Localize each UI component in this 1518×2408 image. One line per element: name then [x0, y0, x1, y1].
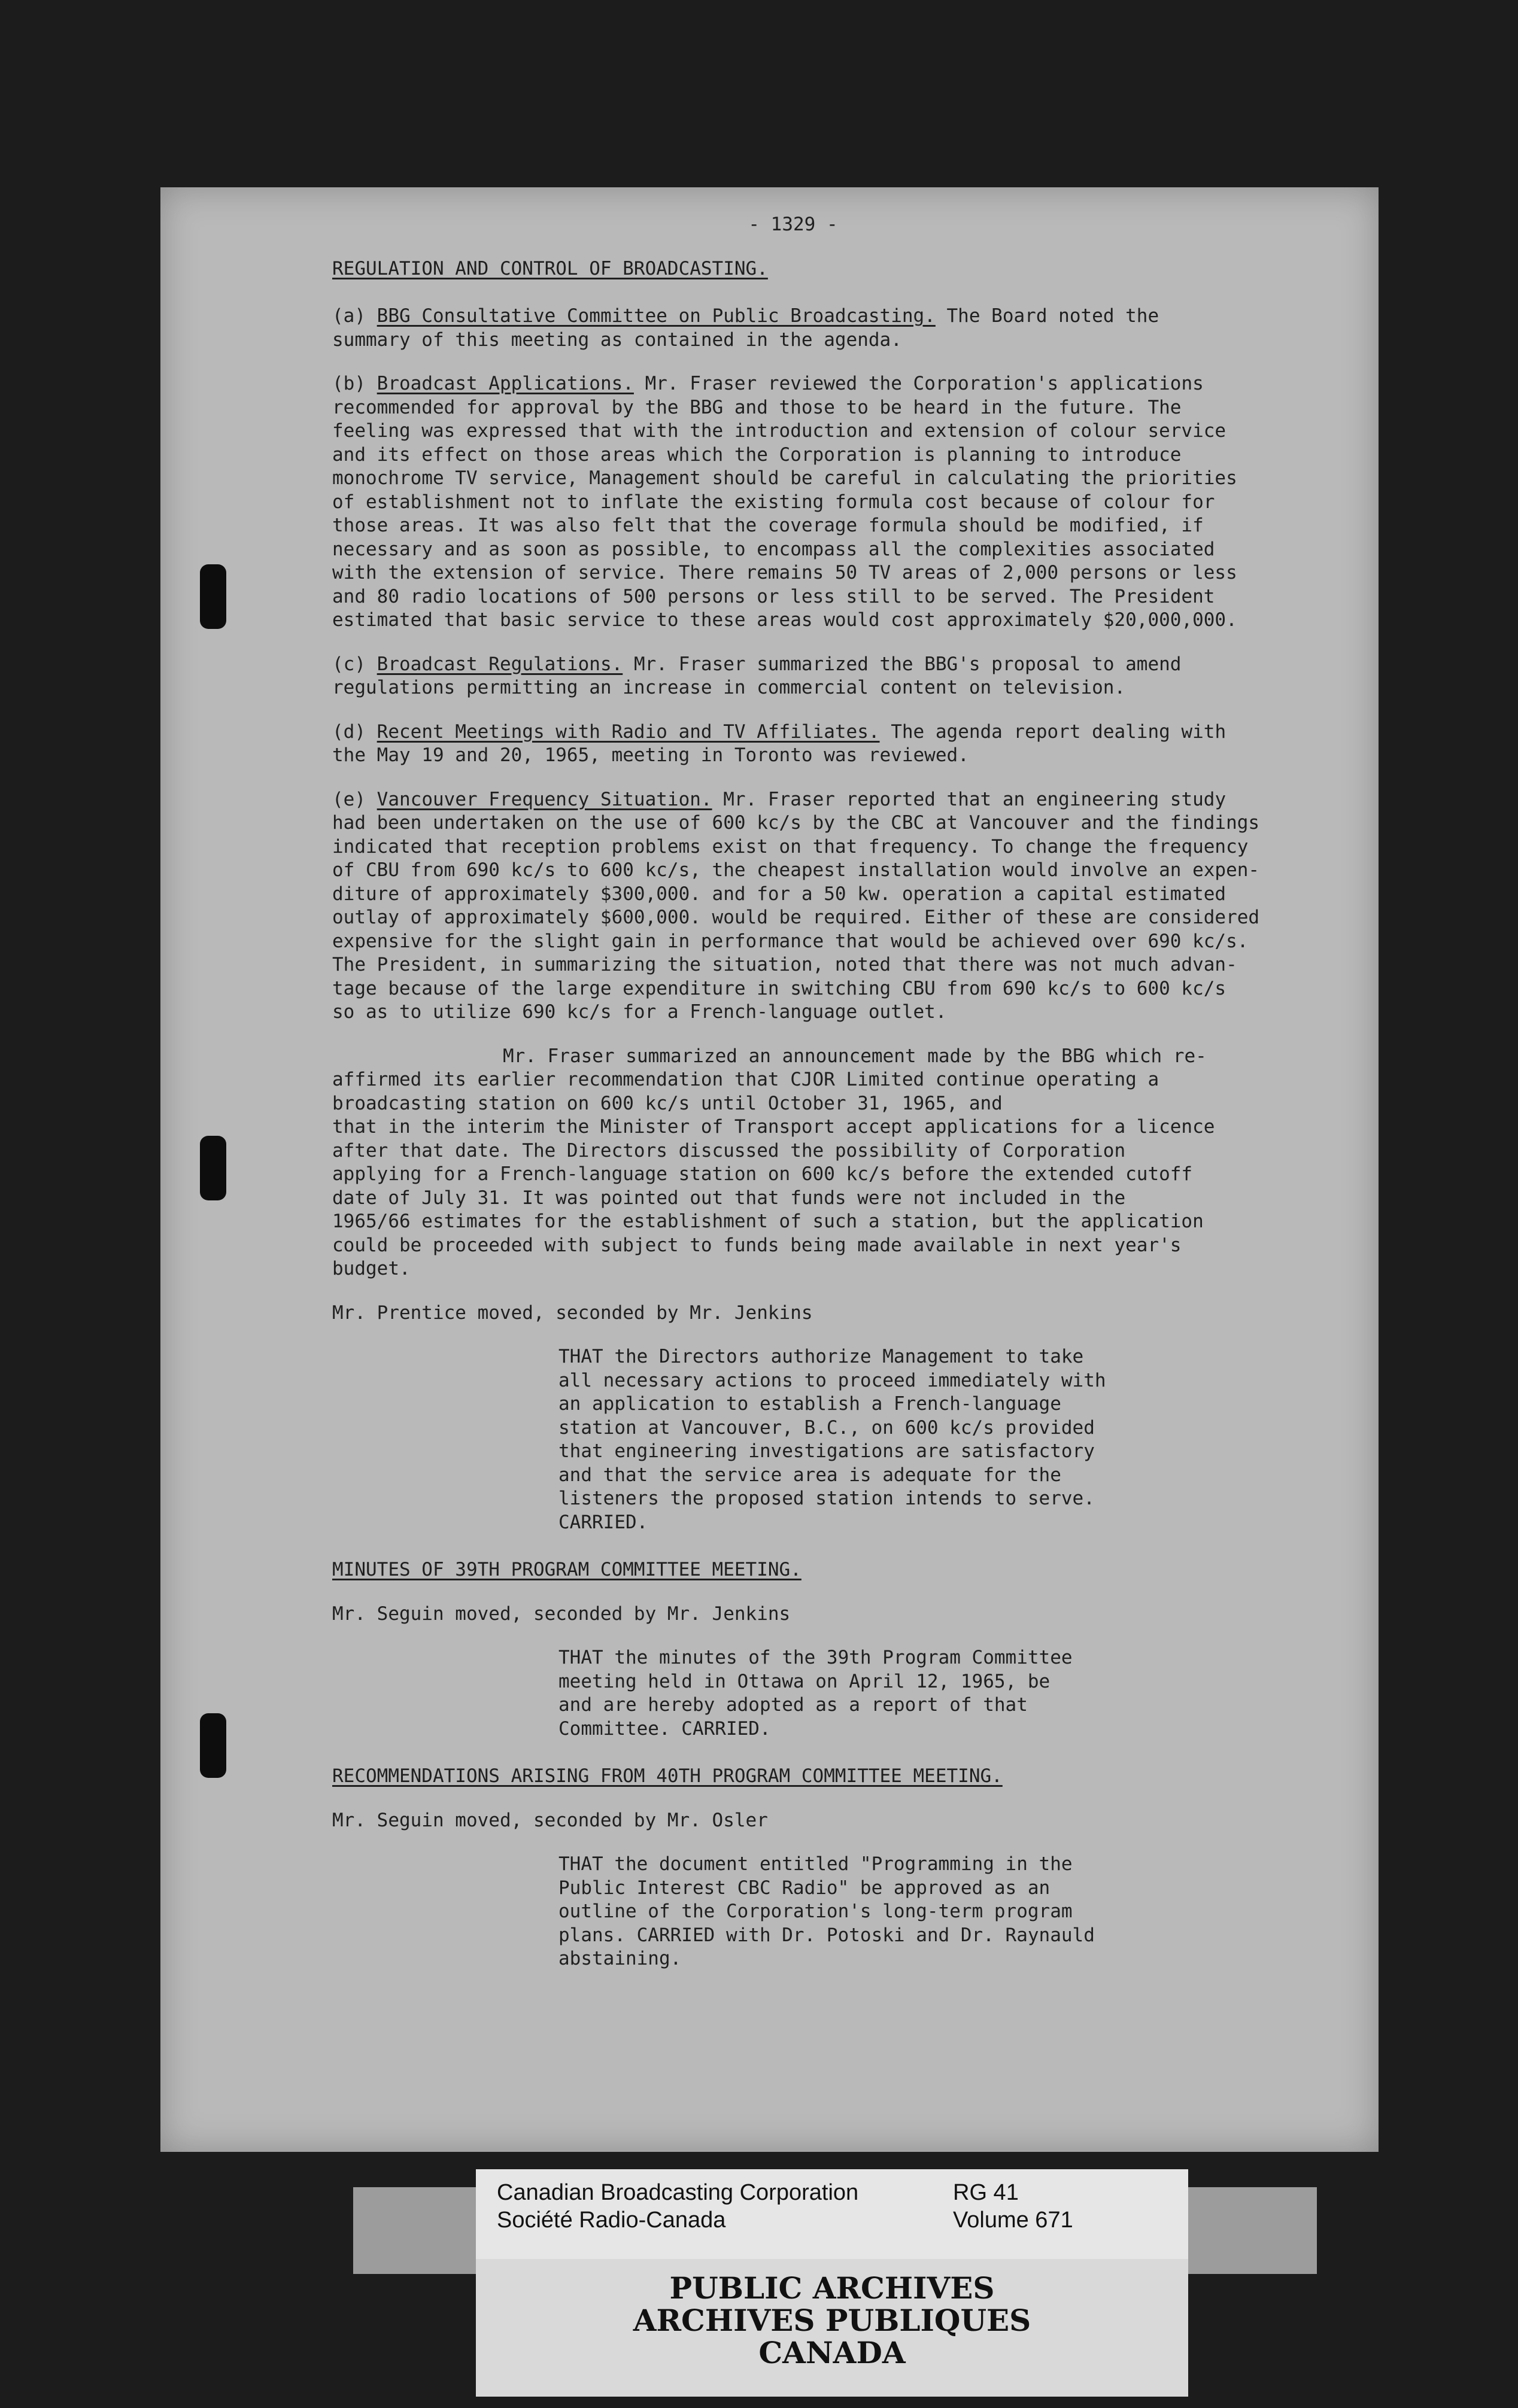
followup-line: 1965/66 estimates for the establishment of such a station, but the application — [332, 1211, 1204, 1232]
item-a-line: summary of this meeting as contained in the agenda. — [332, 329, 902, 351]
item-b-line: feeling was expressed that with the introduction and extension of colour service — [332, 420, 1226, 442]
motion-line: meeting held in Ottawa on April 12, 1965, be — [558, 1670, 1051, 1692]
item-c — [332, 653, 1350, 700]
stamp-line-3: CANADA — [758, 2335, 906, 2370]
item-c-line: Mr. Fraser summarized the BBG's proposal to amend — [623, 653, 1182, 675]
item-a-label: (a) — [332, 305, 366, 327]
item-d-line: The agenda report dealing with — [879, 720, 1226, 743]
item-d-line: the May 19 and 20, 1965, meeting in Toronto was reviewed. — [332, 744, 969, 766]
motion-mover-prentice: Mr. Prentice moved, seconded by Mr. Jenkins — [332, 1302, 813, 1324]
item-d — [332, 720, 1350, 768]
followup-line: that in the interim the Minister of Transport accept applications for a licence — [332, 1116, 1215, 1138]
motion-line: THAT the document entitled "Programming in the — [558, 1853, 1073, 1875]
public-archives-stamp — [476, 2259, 1188, 2397]
item-b-line: estimated that basic service to these areas would cost approximately $20,000,000. — [332, 609, 1237, 631]
item-e-label: (e) — [332, 788, 366, 810]
section-heading-recommendations-40: RECOMMENDATIONS ARISING FROM 40TH PROGRAM COMMITTEE MEETING. — [332, 1765, 1003, 1787]
item-b-label: (b) — [332, 373, 366, 394]
motion-recommendations-40 — [558, 1853, 1169, 1971]
item-e-line: expensive for the slight gain in performance that would be achieved over 690 kc/s. — [332, 930, 1249, 952]
document-page — [160, 187, 1379, 2152]
item-b-line: those areas. It was also felt that the coverage formula should be modified, if — [332, 515, 1204, 536]
motion-line: abstaining. — [558, 1948, 682, 1969]
item-c-title: Broadcast Regulations. — [377, 653, 623, 675]
item-c-label: (c) — [332, 653, 366, 675]
item-e-line: Mr. Fraser reported that an engineering study — [712, 788, 1226, 810]
motion-minutes-39 — [558, 1646, 1169, 1741]
item-b-line: monochrome TV service, Management should be careful in calculating the priorities — [332, 467, 1237, 489]
item-e-line: tage because of the large expenditure in switching CBU from 690 kc/s to 600 kc/s — [332, 977, 1226, 999]
stamp-line-2: ARCHIVES PUBLIQUES — [633, 2303, 1031, 2338]
followup-line: Mr. Fraser summarized an announcement made by the BBG which re- — [503, 1045, 1207, 1067]
followup-line: budget. — [332, 1258, 411, 1279]
motion-line: an application to establish a French-language — [558, 1393, 1061, 1415]
followup-line: applying for a French-language station on 600 kc/s before the extended cutoff — [332, 1163, 1193, 1185]
motion-mover-seguin-osler: Mr. Seguin moved, seconded by Mr. Osler — [332, 1809, 768, 1831]
archive-volume: Volume 671 — [953, 2208, 1073, 2233]
section-heading-minutes-39: MINUTES OF 39TH PROGRAM COMMITTEE MEETING. — [332, 1559, 801, 1580]
stamp-line-1: PUBLIC ARCHIVES — [669, 2270, 995, 2306]
item-b — [332, 372, 1350, 633]
item-a-title: BBG Consultative Committee on Public Broadcasting. — [377, 305, 936, 327]
item-b-line: and 80 radio locations of 500 persons or less still to be served. The President — [332, 585, 1215, 607]
archive-record-group: RG 41 — [953, 2180, 1019, 2205]
item-e-line: so as to utilize 690 kc/s for a French-language outlet. — [332, 1001, 947, 1023]
motion-line: Public Interest CBC Radio" be approved as an — [558, 1877, 1051, 1899]
motion-mover-seguin-jenkins: Mr. Seguin moved, seconded by Mr. Jenkins — [332, 1603, 791, 1625]
motion-line: THAT the minutes of the 39th Program Committee — [558, 1647, 1073, 1668]
motion-line: CARRIED. — [558, 1511, 648, 1533]
motion-line: that engineering investigations are satisfactory — [558, 1440, 1095, 1462]
page-number: - 1329 - — [748, 214, 838, 235]
item-a — [332, 305, 1350, 352]
item-e-title: Vancouver Frequency Situation. — [377, 788, 712, 810]
followup-line: affirmed its earlier recommendation that CJOR Limited continue operating a — [332, 1069, 1159, 1090]
motion-line: THAT the Directors authorize Management to take — [558, 1346, 1084, 1367]
binder-hole-bottom — [200, 1713, 226, 1778]
motion-vancouver — [558, 1345, 1169, 1534]
item-d-label: (d) — [332, 720, 366, 743]
binder-hole-middle — [200, 1136, 226, 1200]
motion-line: and are hereby adopted as a report of that — [558, 1694, 1028, 1716]
binder-hole-top — [200, 564, 226, 629]
followup-line: after that date. The Directors discussed the possibility of Corporation — [332, 1139, 1126, 1162]
followup-line: could be proceeded with subject to funds being made available in next year's — [332, 1234, 1182, 1256]
archive-label-card — [476, 2169, 1188, 2259]
item-e-line: of CBU from 690 kc/s to 600 kc/s, the cheapest installation would involve an expen- — [332, 859, 1260, 881]
item-b-line: necessary and as soon as possible, to encompass all the complexities associated — [332, 538, 1215, 560]
item-b-title: Broadcast Applications. — [377, 373, 634, 394]
section-heading-regulation: REGULATION AND CONTROL OF BROADCASTING. — [332, 257, 768, 279]
item-b-line: of establishment not to inflate the existing formula cost because of colour for — [332, 491, 1215, 513]
followup-paragraph — [332, 1045, 1350, 1281]
item-e-line: The President, in summarizing the situation, noted that there was not much advan- — [332, 954, 1237, 975]
item-e-line: diture of approximately $300,000. and for a 50 kw. operation a capital estimated — [332, 883, 1226, 905]
followup-line: date of July 31. It was pointed out that funds were not included in the — [332, 1187, 1126, 1209]
archive-org-english: Canadian Broadcasting Corporation — [497, 2180, 859, 2205]
item-b-line: Mr. Fraser reviewed the Corporation's applications — [633, 373, 1204, 394]
item-c-line: regulations permitting an increase in commercial content on television. — [332, 677, 1126, 698]
item-d-title: Recent Meetings with Radio and TV Affiliates. — [377, 720, 880, 743]
item-a-line: The Board noted the — [935, 305, 1159, 327]
item-e-line: indicated that reception problems exist on that frequency. To change the frequency — [332, 835, 1249, 858]
motion-line: plans. CARRIED with Dr. Potoski and Dr. Raynauld — [558, 1924, 1095, 1946]
motion-line: outline of the Corporation's long-term program — [558, 1901, 1073, 1922]
motion-line: Committee. CARRIED. — [558, 1717, 771, 1740]
document-body — [332, 213, 1350, 1971]
motion-line: all necessary actions to proceed immediately with — [558, 1369, 1106, 1391]
motion-line: listeners the proposed station intends to serve. — [558, 1488, 1095, 1509]
item-e — [332, 788, 1350, 1024]
motion-line: station at Vancouver, B.C., on 600 kc/s provided — [558, 1416, 1095, 1439]
item-b-line: and its effect on those areas which the Corporation is planning to introduce — [332, 443, 1182, 466]
followup-line: broadcasting station on 600 kc/s until October 31, 1965, and — [332, 1092, 1003, 1114]
item-e-line: outlay of approximately $600,000. would be required. Either of these are considered — [332, 907, 1260, 928]
archive-org-french: Société Radio-Canada — [497, 2208, 726, 2233]
item-e-line: had been undertaken on the use of 600 kc/s by the CBC at Vancouver and the findings — [332, 812, 1260, 834]
item-b-line: with the extension of service. There remains 50 TV areas of 2,000 persons or less — [332, 562, 1237, 583]
motion-line: and that the service area is adequate for the — [558, 1464, 1061, 1486]
item-b-line: recommended for approval by the BBG and those to be heard in the future. The — [332, 396, 1182, 418]
